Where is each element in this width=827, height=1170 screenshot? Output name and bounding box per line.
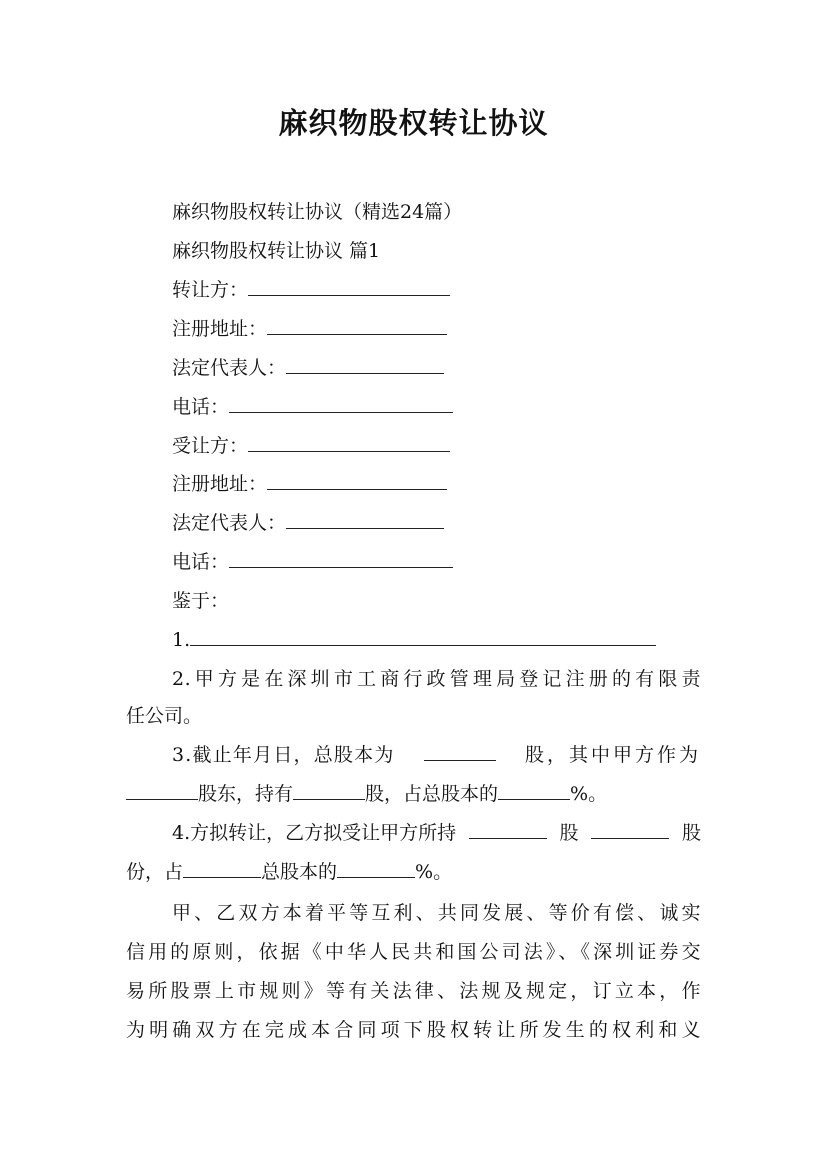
blank-line (267, 316, 447, 335)
field-transferee-phone (172, 549, 453, 575)
whereas-item-4-line1 (172, 820, 701, 846)
blank-line (293, 781, 365, 800)
field-label: 注册地址： (172, 473, 268, 495)
blank-line (126, 781, 198, 800)
field-label: 法定代表人： (172, 512, 287, 534)
item-3-text-a: 3.截止年月日，总股本为 (172, 744, 395, 766)
item-4-text-e: 总股本的 (261, 861, 338, 883)
item-3-text-b: 股，其中甲方作为 (524, 744, 701, 766)
document-title: 麻织物股权转让协议 (278, 106, 549, 140)
field-label: 转让方： (172, 279, 249, 301)
blank-line (267, 471, 447, 490)
blank-line (183, 859, 261, 878)
blank-line (248, 433, 450, 452)
blank-line (229, 549, 453, 568)
whereas-item-4-line2 (126, 859, 452, 885)
item-3-text-d: 股，占总股本的 (365, 783, 499, 805)
item-4-text-f: %。 (415, 861, 453, 883)
blank-line (591, 820, 669, 839)
item-4-text-d: 份，占 (126, 861, 184, 883)
field-transferee (172, 433, 450, 459)
item-3-text-c: 股东，持有 (198, 783, 294, 805)
whereas-item-1 (172, 627, 656, 653)
field-transferee-representative (172, 510, 444, 536)
field-label: 受让方： (172, 435, 249, 457)
section-heading: 麻织物股权转让协议 篇1 (172, 240, 381, 262)
whereas-heading: 鉴于： (172, 590, 230, 612)
blank-line (498, 781, 570, 800)
field-label: 法定代表人： (172, 357, 287, 379)
document-subtitle: 麻织物股权转让协议（精选24篇） (172, 201, 463, 223)
whereas-item-3-line1 (172, 742, 701, 768)
field-transferor (172, 277, 450, 303)
blank-line (337, 859, 415, 878)
whereas-item-2-line1: 2.甲方是在深圳市工商行政管理局登记注册的有限责 (172, 668, 701, 690)
item-4-text-a: 4.方拟转让，乙方拟受让甲方所持 (172, 822, 457, 844)
blank-line (229, 394, 453, 413)
blank-line (286, 510, 444, 529)
blank-line (286, 355, 444, 374)
paragraph-line4: 为明确双方在完成本合同项下股权转让所发生的权利和义 (126, 1019, 701, 1041)
item-4-text-c: 股 (681, 822, 701, 844)
field-transferee-address (172, 471, 447, 497)
blank-line (190, 627, 656, 646)
item-4-text-b: 股 (559, 822, 579, 844)
field-label: 注册地址： (172, 318, 268, 340)
whereas-item-3-line2 (126, 781, 607, 807)
paragraph-line2: 信用的原则，依据《中华人民共和国公司法》、《深圳证券交 (126, 941, 701, 963)
whereas-item-2-line2: 任公司。 (126, 705, 203, 727)
item-number: 1. (172, 629, 191, 651)
field-label: 电话： (172, 551, 230, 573)
field-transferor-representative (172, 355, 444, 381)
field-transferor-phone (172, 394, 453, 420)
blank-line (469, 820, 547, 839)
paragraph-line3: 易所股票上市规则》等有关法律、法规及规定，订立本，作 (126, 980, 701, 1002)
item-3-text-e: %。 (570, 783, 608, 805)
field-label: 电话： (172, 396, 230, 418)
blank-line (248, 277, 450, 296)
field-transferor-address (172, 316, 447, 342)
blank-line (424, 742, 496, 761)
paragraph-line1: 甲、乙双方本着平等互利、共同发展、等价有偿、诚实 (172, 902, 701, 924)
